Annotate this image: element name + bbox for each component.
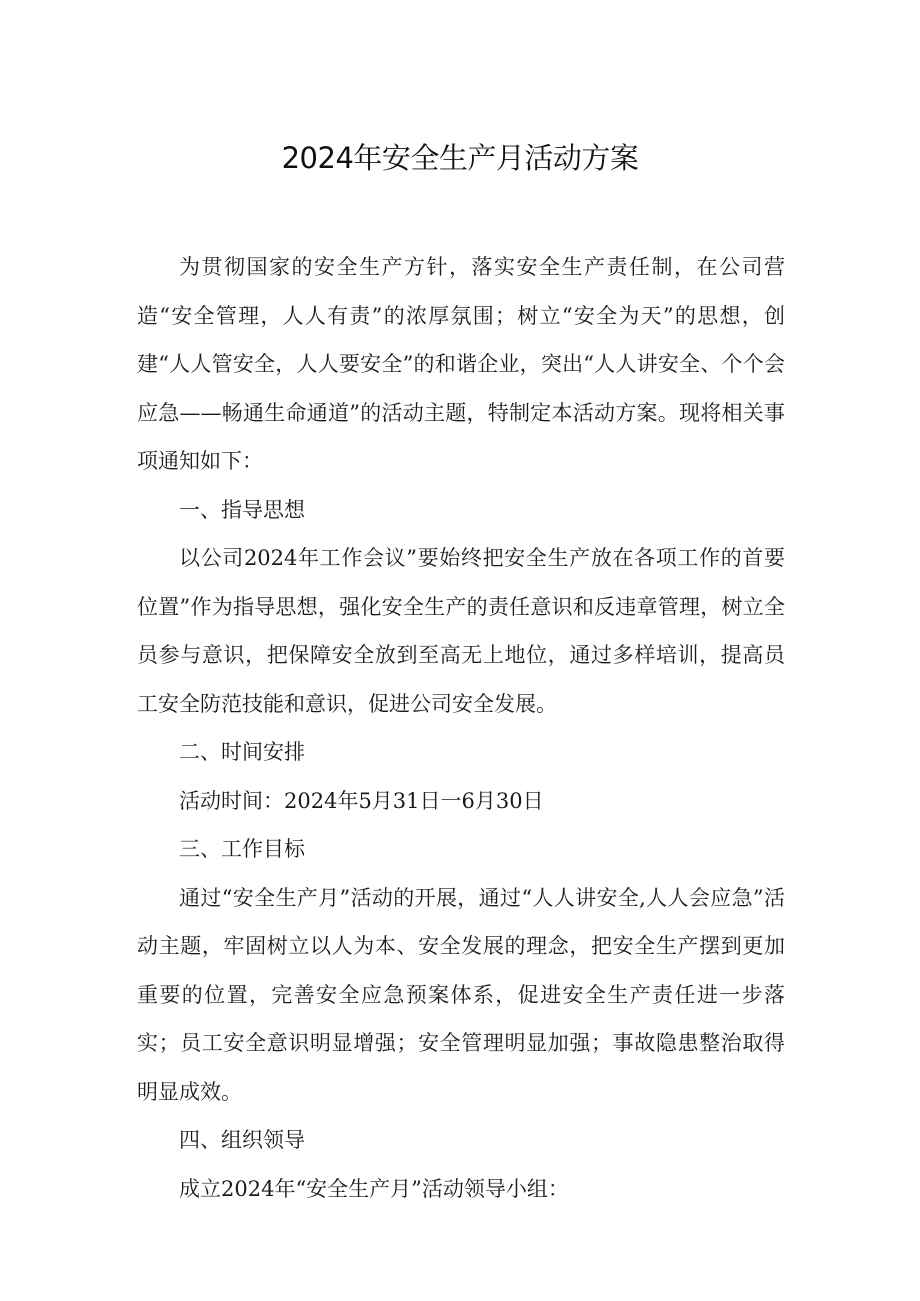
guiding-ideology-paragraph: 以公司2024年工作会议”要始终把安全生产放在各项工作的首要位置”作为指导思想，强化安全生产的责任意识和反违章管理，树立全员参与意识，把保障安全放到至高无上地位，通过多样培训，提高员工安全防范技能和意识，促进公司安全发展。: [137, 546, 785, 716]
document-body: [137, 243, 785, 1213]
document-title: 2024年安全生产月活动方案: [281, 141, 639, 175]
section-heading-organization: 四、组织领导: [179, 1128, 305, 1152]
intro-paragraph: 为贯彻国家的安全生产方针，落实安全生产责任制，在公司营造“安全管理，人人有责”的浓厚氛围；树立“安全为天”的思想，创建“人人管安全，人人要安全”的和谐企业，突出“人人讲安全、个个会应急——畅通生命通道”的活动主题，特制定本活动方案。现将相关事项通知如下：: [137, 255, 785, 473]
section-heading-guiding-ideology: 一、指导思想: [179, 497, 305, 522]
section-heading-schedule: 二、时间安排: [179, 740, 305, 764]
section-heading-work-goals: 三、工作目标: [179, 837, 305, 861]
schedule-paragraph: 活动时间：2024年5月31日一6月30日: [179, 788, 544, 813]
work-goals-paragraph: 通过“安全生产月”活动的开展，通过“人人讲安全,人人会应急”活动主题，牢固树立以人为本、安全发展的理念，把安全生产摆到更加重要的位置，完善安全应急预案体系，促进安全生产责任进一步落实；员工安全意识明显增强；安全管理明显加强；事故隐患整治取得明显成效。: [137, 885, 785, 1104]
organization-paragraph: 成立2024年“安全生产月”活动领导小组：: [179, 1176, 569, 1201]
